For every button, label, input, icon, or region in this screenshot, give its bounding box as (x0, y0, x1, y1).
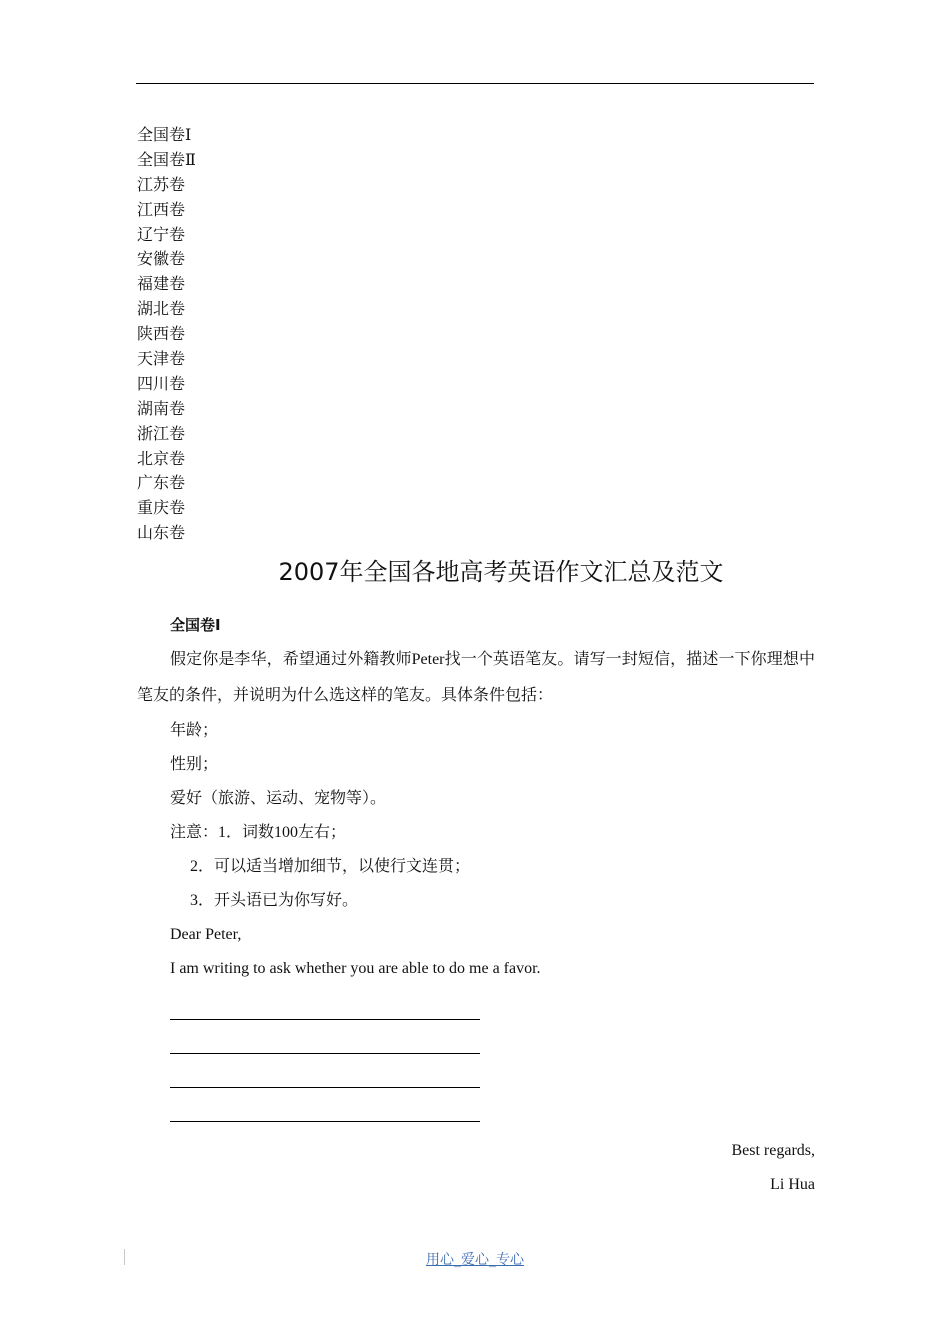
letter-opening: I am writing to ask whether you are able to do me a favor. (170, 960, 541, 977)
condition-item: 年龄； (170, 722, 219, 739)
exam-section (137, 612, 815, 1202)
header-rule (136, 83, 814, 84)
condition-item: 性别； (170, 756, 219, 773)
toc-item[interactable]: 辽宁卷 (137, 226, 186, 244)
letter-greeting: Dear Peter, (170, 926, 242, 943)
toc-item[interactable]: 陕西卷 (137, 326, 186, 344)
note-item: 2．可以适当增加细节，以使行文连贯； (190, 858, 471, 875)
toc-item[interactable]: 重庆卷 (137, 500, 186, 518)
document-title: 2007年全国各地高考英语作文汇总及范文 (278, 558, 724, 586)
answer-blank-line[interactable] (170, 1020, 480, 1054)
condition-item: 爱好（旅游、运动、宠物等）。 (170, 790, 387, 807)
toc-item[interactable]: 江苏卷 (137, 176, 186, 194)
toc-item[interactable]: 江西卷 (137, 201, 186, 219)
toc-item[interactable]: 全国卷Ⅱ (137, 151, 196, 169)
table-of-contents (137, 124, 196, 547)
toc-item[interactable]: 浙江卷 (137, 425, 186, 443)
answer-blank-line[interactable] (170, 1054, 480, 1088)
footer-link[interactable]: 用心_爱心_专心 (426, 1252, 524, 1268)
note-item: 注意：1．词数100左右； (170, 824, 347, 841)
answer-lines (137, 986, 815, 1122)
toc-item[interactable]: 天津卷 (137, 351, 186, 369)
note-item: 3．开头语已为你写好。 (190, 892, 359, 909)
toc-item[interactable]: 广东卷 (137, 475, 186, 493)
answer-blank-line[interactable] (170, 1088, 480, 1122)
prompt-paragraph: 假定你是李华，希望通过外籍教师Peter找一个英语笔友。请写一封短信，描述一下你理想中笔友的条件，并说明为什么选这样的笔友。具体条件包括： (137, 651, 815, 704)
toc-item[interactable]: 湖南卷 (137, 400, 186, 418)
toc-item[interactable]: 全国卷Ⅰ (137, 127, 192, 144)
toc-item[interactable]: 湖北卷 (137, 301, 186, 319)
letter-closing: Best regards, (731, 1142, 815, 1159)
toc-item[interactable]: 山东卷 (137, 525, 186, 543)
answer-blank-line[interactable] (170, 986, 480, 1020)
section-heading: 全国卷Ⅰ (170, 616, 221, 634)
toc-item[interactable]: 北京卷 (137, 450, 186, 468)
letter-signature: Li Hua (770, 1176, 815, 1193)
toc-item[interactable]: 安徽卷 (137, 251, 186, 269)
toc-item[interactable]: 福建卷 (137, 276, 186, 294)
toc-item[interactable]: 四川卷 (137, 375, 186, 393)
